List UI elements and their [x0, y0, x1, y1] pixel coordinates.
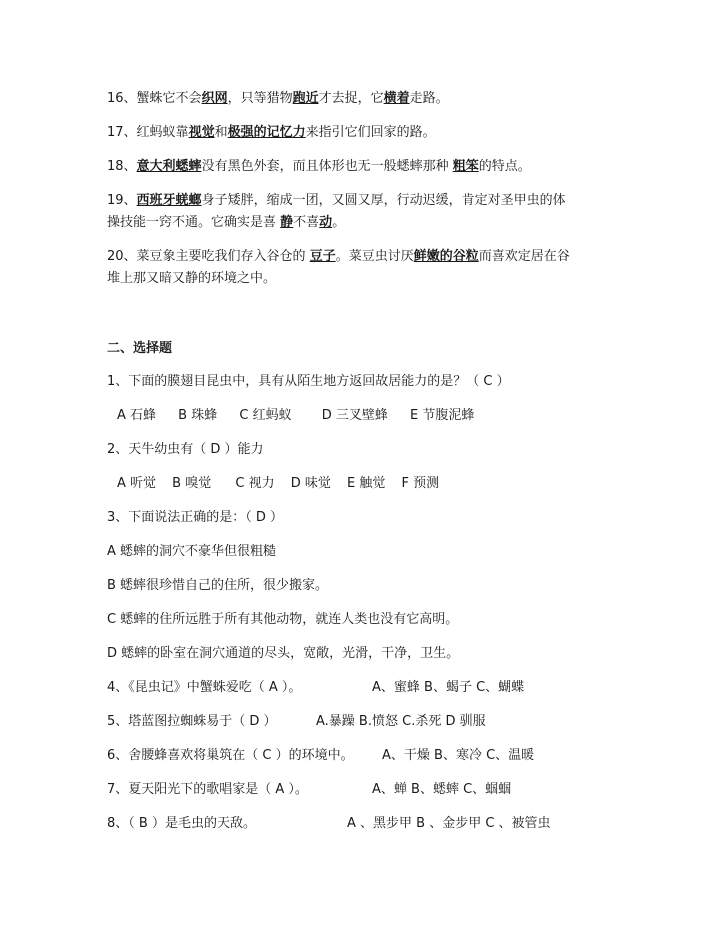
- q7-options: A、蝉 B、蟋蟀 C、蝈蝈: [372, 782, 512, 797]
- answer-underlined: 西班牙蜣螂: [136, 193, 202, 208]
- fill-q18: [107, 158, 531, 176]
- fill-q16: [107, 90, 449, 108]
- q1-opt-b: B 珠蜂: [178, 408, 218, 423]
- q3-text: 3、下面说法正确的是：（ D ）: [107, 510, 284, 525]
- answer-underlined: 意大利蟋蟀: [136, 159, 202, 174]
- q6-text: 6、舍腰蜂喜欢将巢筑在（ C ）的环境中。: [107, 748, 354, 763]
- q2-text: 2、天牛幼虫有（ D ）能力: [107, 442, 264, 457]
- answer-underlined: 极强的记忆力: [227, 125, 306, 140]
- fill-q19: [107, 192, 566, 210]
- text-segment: 操技能一窍不通。它确实是喜: [107, 215, 281, 230]
- text-segment: ，只等猎物: [227, 91, 293, 106]
- text-segment: 的特点。: [478, 159, 531, 174]
- answer-underlined: 动: [319, 215, 333, 230]
- answer-underlined: 视觉: [188, 125, 215, 140]
- answer-underlined: 粗笨: [452, 159, 479, 174]
- text-segment: 菜豆象主要吃我们存入谷仓的: [136, 249, 310, 264]
- question-number: 17、: [107, 125, 137, 140]
- q3-opt-d: D 蟋蟀的卧室在洞穴通道的尽头，宽敞，光滑，干净，卫生。: [107, 646, 460, 661]
- q5-text: 5、塔蓝图拉蜘蛛易于（ D ）: [107, 714, 277, 729]
- q4-options: A、蜜蜂 B、蝎子 C、蝴蝶: [372, 680, 525, 695]
- answer-underlined: 静: [280, 215, 294, 230]
- q1-opt-d: D 三叉壁蜂: [321, 408, 388, 423]
- fill-q20-cont: [107, 270, 276, 288]
- question-number: 18、: [107, 159, 137, 174]
- q2-opt-e: E 触觉: [347, 476, 386, 491]
- fill-q17: [107, 124, 436, 142]
- q6-options: A、干燥 B、寒冷 C、温暖: [382, 748, 535, 763]
- q2-opt-a: A 听觉: [117, 476, 157, 491]
- q2-opt-d: D 味觉: [290, 476, 331, 491]
- q1-opt-a: A 石蜂: [117, 408, 157, 423]
- text-segment: 而喜欢定居在谷: [478, 249, 570, 264]
- text-segment: 来指引它们回家的路。: [305, 125, 436, 140]
- q3-opt-a: A 蟋蟀的洞穴不豪华但很粗糙: [107, 544, 277, 559]
- text-segment: 红蚂蚁靠: [136, 125, 189, 140]
- answer-underlined: 横着: [383, 91, 410, 106]
- q5-options: A.暴躁 B.愤怒 C.杀死 D 驯服: [316, 714, 486, 729]
- text-segment: 。菜豆虫讨厌: [335, 249, 414, 264]
- q2-options: [117, 475, 439, 493]
- q1-opt-e: E 节腹泥蜂: [410, 408, 475, 423]
- text-segment: 才去捉，它: [318, 91, 384, 106]
- q3-opt-b: B 蟋蟀很珍惜自己的住所，很少搬家。: [107, 578, 329, 593]
- fill-q19-cont: [107, 214, 345, 232]
- text-segment: 和: [214, 125, 228, 140]
- text-segment: 没有黑色外套，而且体形也无一般蟋蟀那种: [201, 159, 453, 174]
- q8-options: A 、黑步甲 B 、金步甲 C 、被管虫: [347, 816, 551, 831]
- q1-options: [117, 407, 474, 425]
- answer-underlined: 跑近: [292, 91, 319, 106]
- text-segment: 走路。: [409, 91, 449, 106]
- q2-opt-c: C 视力: [235, 476, 275, 491]
- q1-opt-c: C 红蚂蚁: [239, 408, 292, 423]
- answer-underlined: 鲜嫩的谷粒: [413, 249, 479, 264]
- q3-opt-c: C 蟋蟀的住所远胜于所有其他动物，就连人类也没有它高明。: [107, 612, 459, 627]
- fill-q20: [107, 248, 570, 266]
- question-number: 16、: [107, 91, 137, 106]
- q7-text: 7、夏天阳光下的歌唱家是（ A ）。: [107, 782, 308, 797]
- question-number: 19、: [107, 193, 137, 208]
- q4-text: 4、《昆虫记》中蟹蛛爱吃（ A ）。: [107, 680, 302, 695]
- q2-opt-b: B 嗅觉: [172, 476, 212, 491]
- q1-text: 1、下面的膜翅目昆虫中，具有从陌生地方返回故居能力的是？（ C ）: [107, 374, 510, 389]
- section-title: 二、选择题: [107, 341, 173, 356]
- text-segment: 堆上那又暗又静的环境之中。: [107, 271, 277, 286]
- q8-text: 8、（ B ）是毛虫的天敌。: [107, 816, 256, 831]
- q2-opt-f: F 预测: [401, 476, 440, 491]
- answer-underlined: 织网: [201, 91, 228, 106]
- text-segment: 。: [332, 215, 346, 230]
- question-number: 20、: [107, 249, 137, 264]
- text-segment: 蟹蛛它不会: [136, 91, 202, 106]
- text-segment: 不喜: [293, 215, 320, 230]
- text-segment: 身子矮胖，缩成一团，又圆又厚，行动迟缓，肯定对圣甲虫的体: [201, 193, 566, 208]
- answer-underlined: 豆子: [309, 249, 336, 264]
